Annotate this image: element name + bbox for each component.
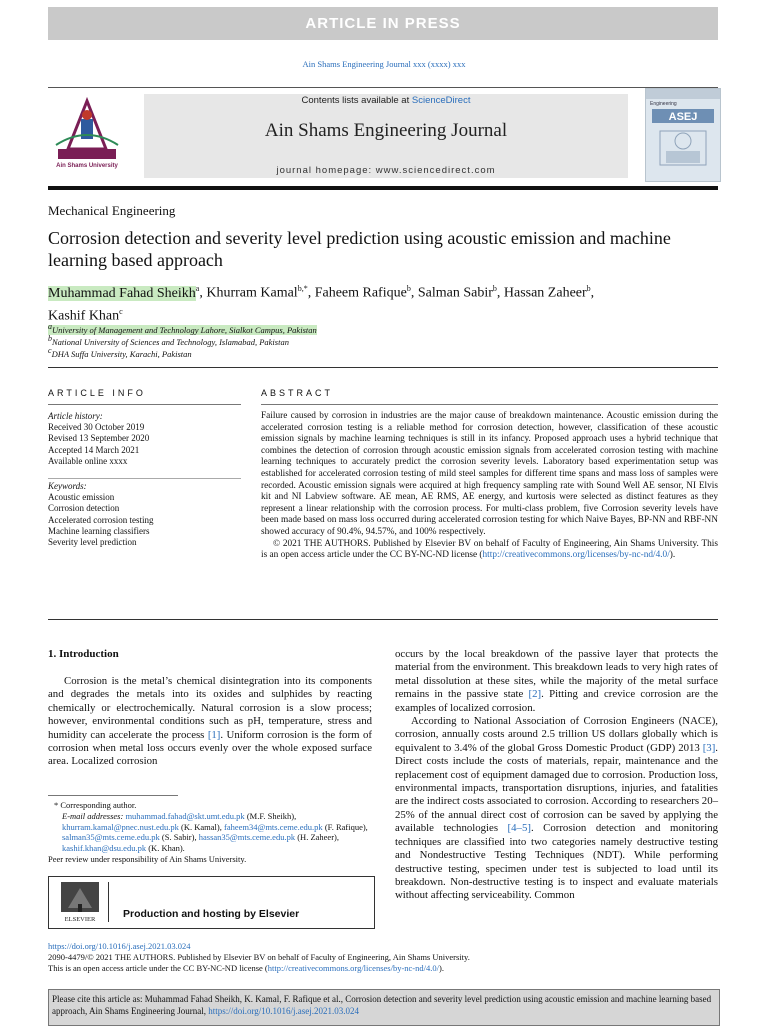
journal-homepage: journal homepage: www.sciencedirect.com: [276, 165, 496, 176]
author-list: Muhammad Fahad Sheikh$^a$, Khurram Kamal$^{b,*}$, Faheem Rafique$^b$, Salman Sabir$^b$, Hassan Zaheer$^b$, Kashif Khan$^c$: [48, 284, 595, 324]
article-info-heading: ARTICLE INFO: [48, 388, 146, 398]
svg-text:ASEJ: ASEJ: [668, 111, 698, 123]
ain-shams-logo: [48, 95, 144, 175]
doi-link[interactable]: https://doi.org/10.1016/j.asej.2021.03.024: [208, 1006, 360, 1016]
divider: [48, 478, 241, 479]
abstract-text: Failure caused by corrosion in industries are the major cause of breakdown maintenance. Acoustic emission during the accelerated corrosion testing is a reliable method for corrosion detection, however, classification of these acoustic emission signals by machine learning techniques is still in its infancy. Proposed approach uses a hybrid technique that combines the detection of corrosion through acoustic emission signals from accelerated corrosion testing with machine learning techniques to accurately predict the corrosion severity levels. Laboratory based experimentation setup was established for accelerated corrosion testing of mild steel samples for different time spans and mass loss of samples were recorded. Acoustic emission signals were acquired at high frequency sampling rate with Sound Well AE sensor, NI Elvis kit and NI Labview software. AE mean, AE RMS, AE energy, and kurtosis were selected as distinct features as they represent a linear relationship with the corrosion process. For multi-class problem, five Corrosion severity levels have been made based on mass loss occurred during accelerated corrosion testing for which Naive Bayes, BP-NN and RBF-NN showed accuracy of 90.4%, 94.57%, and 100% respectively. © 2021 THE AUTHORS. Published by Elsevier BV on behalf of Faculty of Engineering, Ain Shams University. This is an open access article under the CC BY-NC-ND license (http://creativecommons.org/licenses/by-nc-nd/4.0/).: [261, 411, 718, 561]
article-title: Corrosion detection and severity level prediction using acoustic emission and machine learning based approach: [48, 228, 671, 270]
author-name[interactable]: Kashif Khan: [48, 308, 120, 324]
email-link[interactable]: muhammad.fahad@skt.umt.edu.pk: [125, 810, 245, 821]
intro-heading: 1. Introduction: [48, 648, 119, 660]
affiliation: $^c$DHA Suffa University, Karachi, Pakistan: [48, 346, 192, 359]
author-name[interactable]: Hassan Zaheer: [503, 285, 587, 301]
bottom-doi-block: https://doi.org/10.1016/j.asej.2021.03.024 2090-4479/© 2021 THE AUTHORS. Published by Elsevier BV on behalf of Faculty of Engineering, Ain Shams University. This is an open access article under the CC BY-NC-ND license (http://creativecommons.org/licenses/by-nc-nd/4.0/).: [48, 941, 470, 973]
email-link[interactable]: hassan35@mts.ceme.edu.pk: [198, 832, 296, 843]
author-name[interactable]: Faheem Rafique: [314, 285, 407, 301]
author-name[interactable]: Muhammad Fahad Sheikh: [48, 285, 196, 301]
svg-text:ELSEVIER: ELSEVIER: [64, 916, 96, 923]
svg-text:Engineering: Engineering: [650, 101, 677, 107]
author-name[interactable]: Salman Sabir: [417, 285, 493, 301]
journal-title: Ain Shams Engineering Journal: [264, 120, 508, 141]
email-link[interactable]: salman35@mts.ceme.edu.pk: [62, 832, 160, 843]
citation-link[interactable]: [4–5]: [507, 822, 531, 835]
license-link[interactable]: http://creativecommons.org/licenses/by-nc-nd/4.0/: [482, 550, 670, 561]
divider: [48, 367, 718, 368]
email-link[interactable]: kashif.khan@dsu.edu.pk: [62, 843, 147, 854]
keywords: Keywords: Acoustic emission Corrosion detection Accelerated corrosion testing Machine learning classifiers Severity level prediction: [48, 481, 154, 548]
affiliation: $^b$National University of Sciences and Technology, Islamabad, Pakistan: [48, 334, 289, 347]
citation-text: Please cite this article as: Muhammad Fahad Sheikh, K. Kamal, F. Rafique et al., Corrosion detection and severity level prediction using acoustic emission and machine learning based approach, Ain Shams Engineering Journal, https://doi.org/10.1016/j.asej.2021.03.024: [52, 994, 712, 1016]
divider: [108, 882, 109, 922]
footnote-rule: [48, 795, 178, 796]
doi-link[interactable]: https://doi.org/10.1016/j.asej.2021.03.024: [48, 941, 191, 951]
divider: [48, 619, 718, 620]
intro-paragraph: occurs by the local breakdown of the passive layer that protects the material from the environment. This breakdown leads to very high rates of metal dissolution at these sites, while the majority of the metal surface remains in the passive state [2]. Pitting and crevice corrosion are the examples of localized corrosion. According to National Association of Corrosion Engineers (NACE), corrosion, annually costs around 2.5 trillion US dollars globally which is equivalent to 3.4% of the global Gross Domestic Product (GDP) 2013 [3]. Direct costs include the costs of materials, repair, maintenance and the replacement cost of equipment damaged due to corrosion. Production loss, environmental impacts, transportation disruptions, injuries, and fatalities are the indirect costs associated to corrosion. According to researchers 20–25% of the annual direct cost of corrosion can be saved by applying the available technologies [4–5]. Corrosion detection and monitoring techniques are classified into two categories namely destructive testing and Nondestructive Testing Techniques (NDT). While performing destructive testing, specimen under test is subjected to load until its breakdown. Non-destructive testing is to inspect and evaluate materials without affecting serviceability. Common: [395, 648, 718, 902]
citation-link[interactable]: [3]: [702, 741, 716, 754]
email-link[interactable]: khurram.kamal@pnec.nust.edu.pk: [62, 821, 179, 832]
email-link[interactable]: faheem34@mts.ceme.edu.pk: [223, 821, 323, 832]
intro-paragraph: Corrosion is the metal’s chemical disintegration into its components and degrades the metals into its oxides and sulphides by reacting chemically or electrochemically. Natural corrosion is a slow process; however, environmental conditions such as pH, temperature, stress and humidity can accelerate the process [1]. Uniform corrosion is the form of corrosion when metal loss occurs evenly over the whole exposed surface area. Localized corrosion: [48, 675, 372, 768]
contents-available: Contents lists available at ScienceDirect: [301, 95, 471, 106]
affiliation: $^a$University of Management and Technology Lahore, Sialkot Campus, Pakistan: [48, 322, 317, 335]
article-in-press-banner: ARTICLE IN PRESS: [48, 7, 718, 40]
article-history: Article history: Received 30 October 2019 Revised 13 September 2020 Accepted 14 March 2021 Available online xxxx: [48, 411, 150, 466]
license-link[interactable]: http://creativecommons.org/licenses/by-nc-nd/4.0/: [267, 963, 439, 973]
intro-paragraph: According to National Association of Corrosion Engineers (NACE), corrosion, annually costs around 2.5 trillion US dollars globally which is equivalent to 3.4% of the global Gross Domestic Product (GDP) 2013 [3]. Direct costs include the costs of materials, repair, maintenance and the replacement cost of equipment damaged due to corrosion. Production loss, environmental impacts, transportation disruptions, injuries, and fatalities are the indirect costs associated to corrosion. According to researchers 20–25% of the annual direct cost of corrosion can be saved by applying the available technologies [4–5]. Corrosion detection and monitoring techniques are classified into two categories namely destructive testing and Nondestructive Testing Techniques (NDT). While performing destructive testing, specimen under test is subjected to load until its breakdown. Non-destructive testing is to inspect and evaluate materials without affecting serviceability. Common: [395, 715, 718, 902]
author-name[interactable]: Khurram Kamal: [206, 285, 298, 301]
citation-link[interactable]: [1]: [207, 728, 221, 741]
journal-cover-image: [645, 88, 721, 182]
footnotes: * Corresponding author. E-mail addresses: muhammad.fahad@skt.umt.edu.pk (M.F. Sheikh), khurram.kamal@pnec.nust.edu.pk (K. Kamal), faheem34@mts.ceme.edu.pk (F. Rafique), salman35@mts.ceme.edu.pk (S. Sabir), hassan35@mts.ceme.edu.pk (H. Zaheer), kashif.khan@dsu.edu.pk (K. Khan). Peer review under responsibility of Ain Shams University.: [48, 800, 368, 864]
article-section: Mechanical Engineering: [48, 203, 176, 218]
header-divider: [48, 87, 718, 88]
production-hosting: Production and hosting by Elsevier: [123, 908, 300, 920]
svg-text:Ain Shams University: Ain Shams University: [56, 163, 118, 169]
header-thick-rule: [48, 186, 718, 190]
divider: [261, 404, 718, 405]
sciencedirect-link[interactable]: ScienceDirect: [411, 95, 471, 106]
divider: [48, 404, 241, 405]
abstract-heading: ABSTRACT: [261, 388, 334, 398]
citation-link[interactable]: [2]: [528, 688, 542, 701]
elsevier-tree-logo: [58, 880, 102, 924]
journal-reference-link[interactable]: Ain Shams Engineering Journal xxx (xxxx) xxx: [302, 59, 466, 69]
